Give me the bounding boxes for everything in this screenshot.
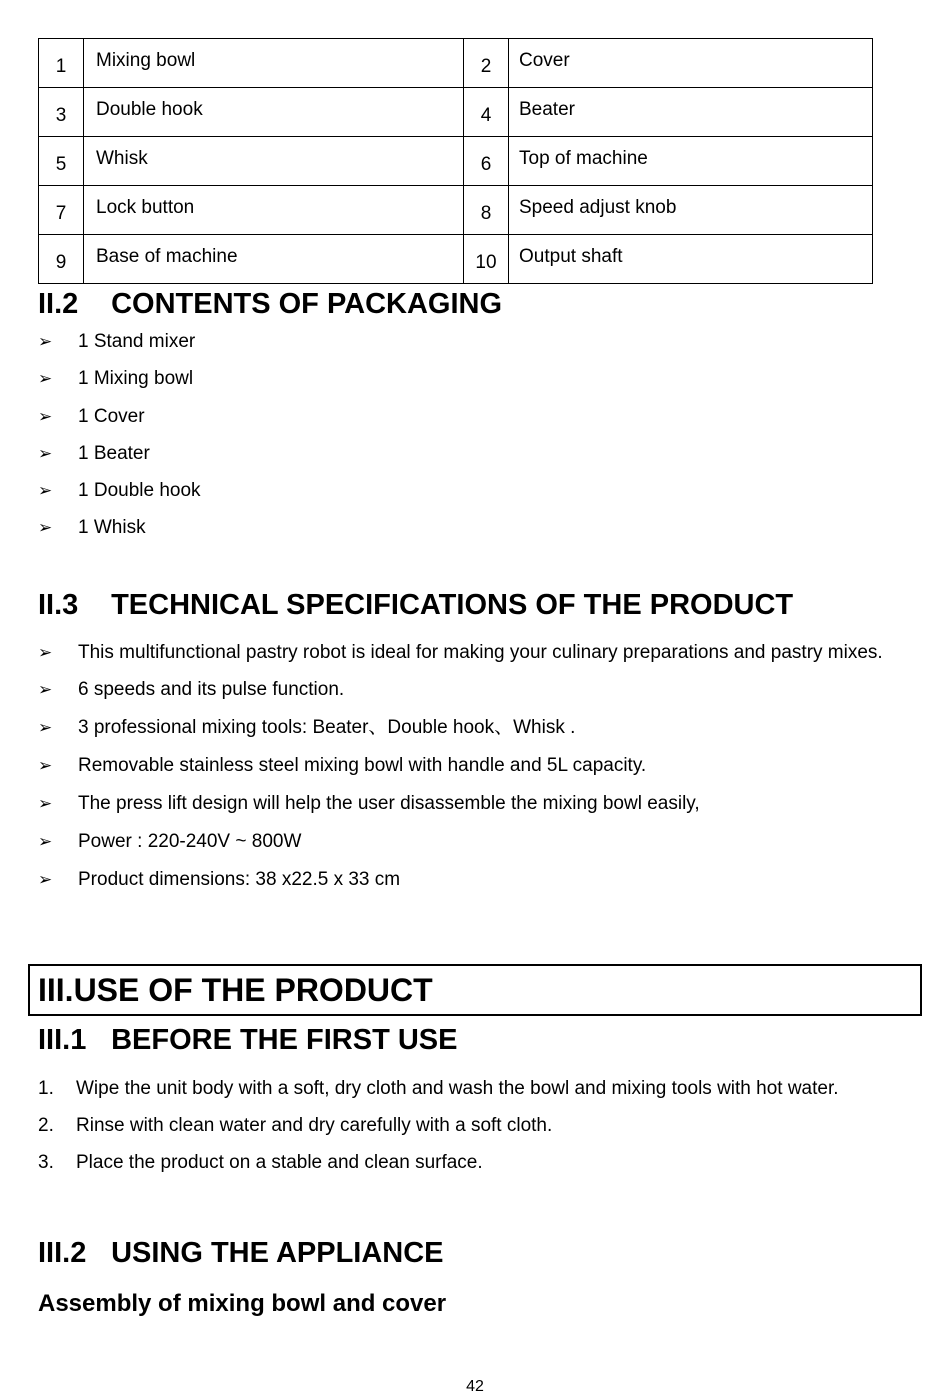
table-row [39,235,873,284]
section-number: II.3 [38,589,79,621]
arrow-bullet-icon: ➢ [38,406,53,426]
arrow-bullet-icon: ➢ [38,794,53,813]
section-heading-specs [38,589,793,622]
list-item: ➢ 1 Whisk [38,509,908,546]
section-heading-before-first-use [38,1024,457,1057]
step-number: 3. [38,1152,54,1173]
arrow-bullet-icon: ➢ [38,680,53,699]
part-name: Double hook [84,88,464,137]
arrow-bullet-icon: ➢ [38,832,53,851]
list-item: ➢ Removable stainless steel mixing bowl with handle and 5L capacity. [38,750,908,782]
specs-list [38,637,908,896]
chapter-heading-box [28,964,922,1016]
part-name: Speed adjust knob [509,186,873,235]
section-number: II.2 [38,288,79,320]
section-title: USING THE APPLIANCE [111,1237,444,1269]
part-number: 8 [464,186,509,235]
part-number: 3 [39,88,84,137]
subheading-assembly: Assembly of mixing bowl and cover [38,1290,447,1317]
packaging-list [38,323,908,547]
table-row [39,137,873,186]
section-title: BEFORE THE FIRST USE [111,1024,458,1056]
section-number: III.1 [38,1024,87,1056]
table-row [39,88,873,137]
section-number: III.2 [38,1237,87,1269]
list-item: ➢ 3 professional mixing tools: Beater、Double hook、Whisk . [38,712,908,744]
table-row [39,39,873,88]
list-item: ➢ 1 Beater [38,435,908,472]
part-number: 6 [464,137,509,186]
part-number: 10 [464,235,509,284]
arrow-bullet-icon: ➢ [38,643,53,662]
arrow-bullet-icon: ➢ [38,332,53,351]
list-item: 2. Rinse with clean water and dry carefully with a soft cloth. [38,1107,918,1144]
arrow-bullet-icon: ➢ [38,369,53,389]
list-item: ➢ 6 speeds and its pulse function. [38,674,908,706]
steps-list [38,1070,918,1181]
step-number: 2. [38,1115,54,1136]
list-item: 1. Wipe the unit body with a soft, dry cloth and wash the bowl and mixing tools with hot water. [38,1070,918,1107]
step-number: 1. [38,1078,54,1099]
page-number: 42 [466,1378,484,1395]
arrow-bullet-icon: ➢ [38,518,53,538]
list-item: ➢ 1 Double hook [38,472,908,509]
part-name: Beater [509,88,873,137]
list-item: ➢ 1 Cover [38,398,908,435]
parts-table [38,38,873,284]
section-title: CONTENTS OF PACKAGING [111,288,503,320]
list-item: 3. Place the product on a stable and clean surface. [38,1144,918,1181]
part-number: 7 [39,186,84,235]
list-item: ➢ 1 Mixing bowl [38,360,908,397]
part-name: Output shaft [509,235,873,284]
list-item: ➢ The press lift design will help the user disassemble the mixing bowl easily, [38,788,908,820]
list-item: ➢ Power : 220-240V ~ 800W [38,826,908,858]
list-item: ➢ Product dimensions: 38 x22.5 x 33 cm [38,864,908,896]
list-item: ➢ This multifunctional pastry robot is ideal for making your culinary preparations and pastry mixes. [38,637,908,669]
arrow-bullet-icon: ➢ [38,718,53,737]
list-item: ➢ 1 Stand mixer [38,323,908,360]
arrow-bullet-icon: ➢ [38,443,53,463]
part-number: 4 [464,88,509,137]
table-row [39,186,873,235]
part-name: Base of machine [84,235,464,284]
arrow-bullet-icon: ➢ [38,870,53,889]
part-number: 9 [39,235,84,284]
part-name: Mixing bowl [84,39,464,88]
part-name: Whisk [84,137,464,186]
part-number: 2 [464,39,509,88]
section-heading-packaging [38,288,502,321]
section-heading-using [38,1237,444,1270]
part-name: Cover [509,39,873,88]
arrow-bullet-icon: ➢ [38,481,53,501]
section-title: TECHNICAL SPECIFICATIONS OF THE PRODUCT [111,589,794,621]
part-number: 5 [39,137,84,186]
chapter-title: III.USE OF THE PRODUCT [38,972,433,1008]
arrow-bullet-icon: ➢ [38,756,53,775]
part-name: Top of machine [509,137,873,186]
part-name: Lock button [84,186,464,235]
part-number: 1 [39,39,84,88]
